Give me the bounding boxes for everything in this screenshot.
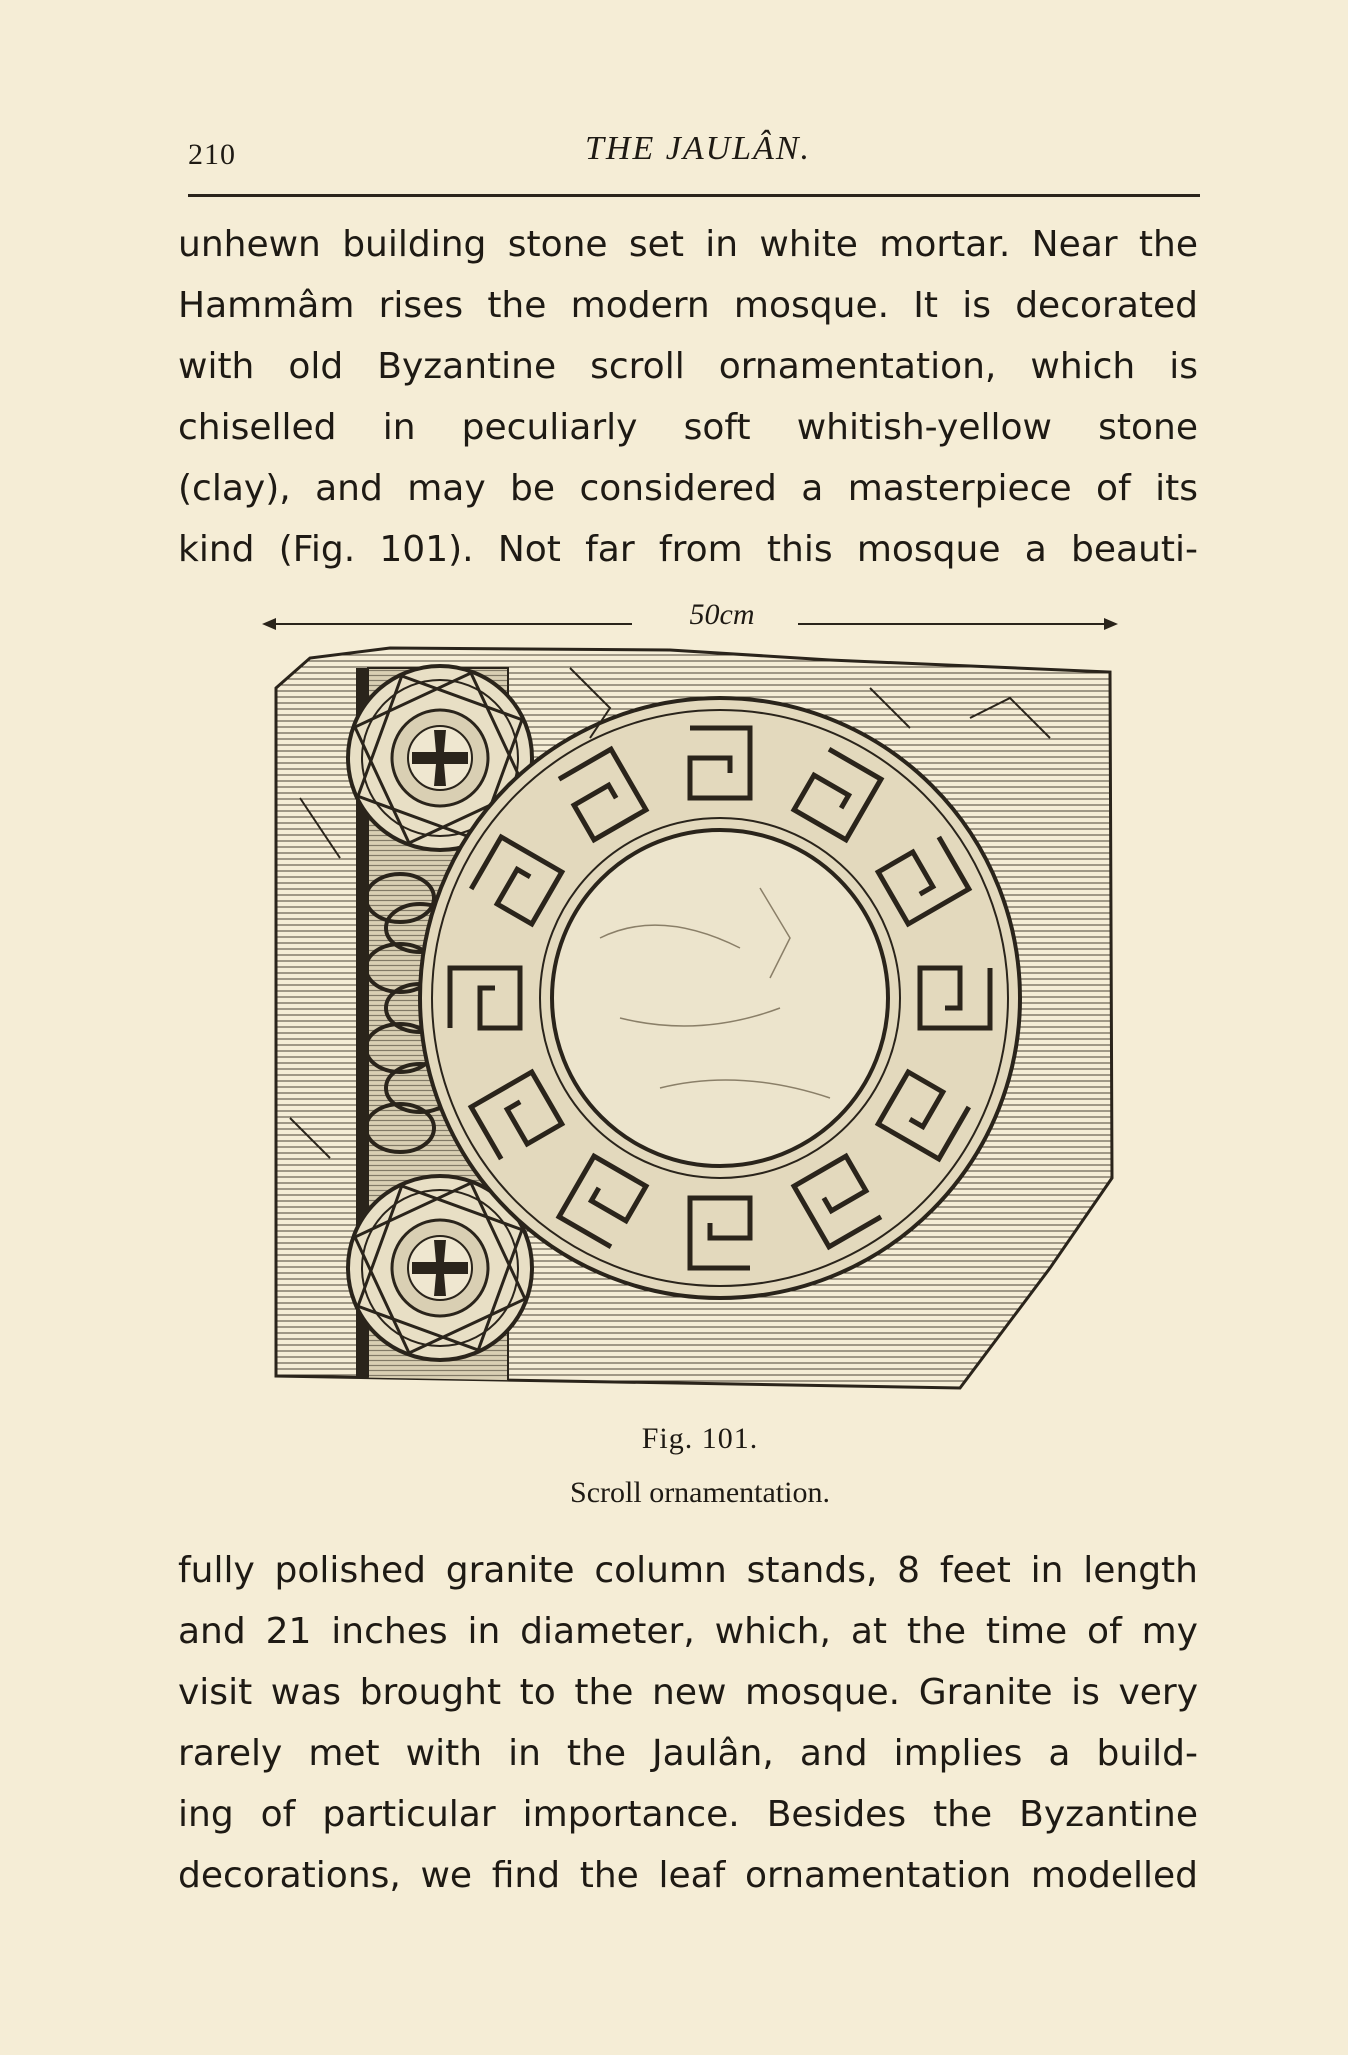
text-line: kind (Fig. 101). Not far from this mosque a beauti- [178, 529, 1198, 570]
header-rule [188, 194, 1200, 197]
text-line: and 21 inches in diameter, which, at the time of my [178, 1611, 1198, 1652]
running-head [188, 130, 1198, 180]
text-line: unhewn building stone set in white mortar. Near the [178, 224, 1198, 265]
text-line: rarely met with in the Jaulân, and implies a build- [178, 1733, 1198, 1774]
text-line: visit was brought to the new mosque. Granite is very [178, 1672, 1198, 1713]
running-title: THE JAULÂN. [585, 130, 811, 167]
ornament-engraving [270, 598, 1130, 1398]
page-number: 210 [188, 138, 236, 171]
meander-ring [420, 698, 1020, 1298]
text-line: (clay), and may be considered a masterpiece of its [178, 468, 1198, 509]
text-line: with old Byzantine scroll ornamentation, which is [178, 346, 1198, 387]
text-line: Hammâm rises the modern mosque. It is decorated [178, 285, 1198, 326]
paragraph-bottom [178, 1540, 1198, 1906]
figure-caption: Scroll ornamentation. [570, 1476, 830, 1509]
scale-label: 50cm [689, 598, 755, 631]
paragraph-top [178, 214, 1198, 580]
text-line: ing of particular importance. Besides the Byzantine [178, 1794, 1198, 1835]
scroll-ornament-illustration [270, 598, 1130, 1398]
text-line: fully polished granite column stands, 8 feet in length [178, 1550, 1198, 1591]
text-line: decorations, we find the leaf ornamentation modelled [178, 1855, 1198, 1896]
figure-number: Fig. 101. [641, 1422, 759, 1455]
text-line: chiselled in peculiarly soft whitish-yellow stone [178, 407, 1198, 448]
